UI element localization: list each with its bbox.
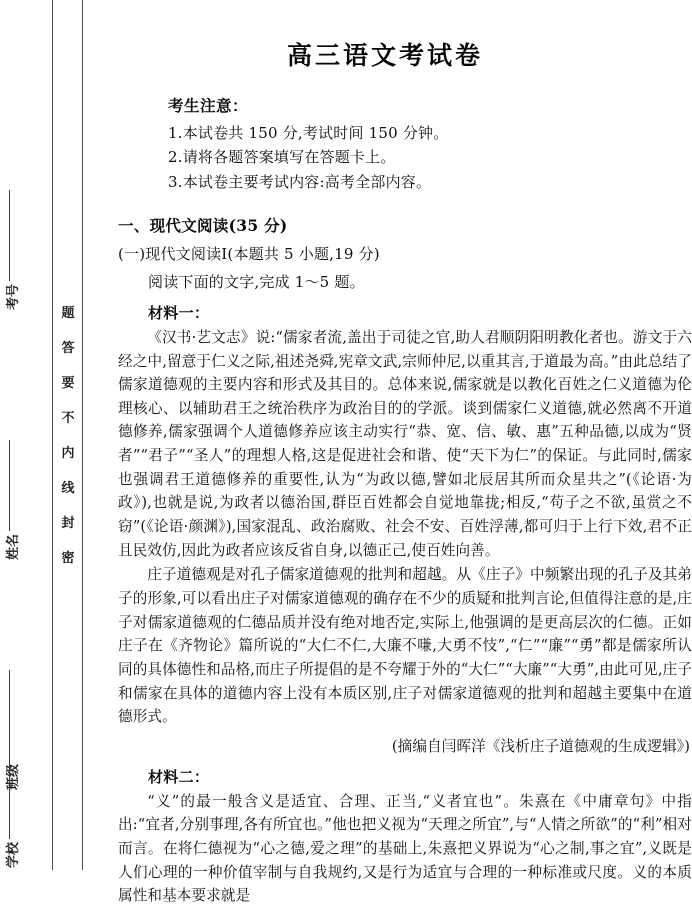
material-one-paragraph-1: 《汉书·艺文志》说:“儒家者流,盖出于司徒之官,助人君顺阴阳明教化者也。游文于六经之中,留意于仁义之际,祖述尧舜,宪章文武,宗师仲尼,以重其言,于道最为高。”由此总结了儒家道德观的主要内容和形式及其目的。总体来说,儒家就是以教化百姓之仁义道德为伦理核心、以辅助君王之统治秩序为政治目的的学派。谈到儒家仁义道德,就必然离不开道德修养,儒家强调个人道德修养应该主动实行“恭、宽、信、敏、惠”五种品德,以成为“贤者”“君子”“圣人”的理想人格,这是促进社会和谐、使“天下为仁”的保证。与此同时,儒家也强调君王道德修养的重要性,认为“为政以德,譬如北辰居其所而众星共之”(《论语·为政》),也就是说,为政者以德治国,群臣百姓都会自觉地靠拢;相反,“苟子之不欲,虽赏之不窃”(《论语·颜渊》),国家混乱、政治腐败、社会不安、百姓浮薄,都可归于上行下效,君不正且民效仿,因此为政者应该反省自身,以德正己,使百姓向善。 xyxy=(118,328,692,559)
page-title: 高三语文考试卷 xyxy=(286,41,483,70)
seal-char-6: 答 xyxy=(61,341,75,356)
material-one-attribution: (摘编自闫晖洋《浅析庄子道德观的生成逻辑》) xyxy=(391,737,690,755)
material-one-paragraph-2: 庄子道德观是对孔子儒家道德观的批判和超越。从《庄子》中频繁出现的孔子及其弟子的形象,可以看出庄子对儒家道德观的确存在不少的质疑和批判言论,但值得注意的是,庄子对儒家道德观的仁德品质并没有绝对地否定,实际上,他强调的是更高层次的仁德。正如庄子在《齐物论》篇所说的“大仁不仁,大廉不嗛,大勇不忮”,“仁”“廉”“勇”都是儒家所认同的具体德性和品格,而庄子所提倡的是不夸耀于外的“大仁”“大廉”“大勇”,由此可见,庄子和儒家在具体的道德内容上没有本质区别,庄子对儒家道德观的批判和超越主要集中在道德形式。 xyxy=(118,566,692,726)
field-exam-number-label: 考号 xyxy=(5,283,21,310)
notice-item-3: 3.本试卷主要考试内容:高考全部内容。 xyxy=(168,172,432,191)
seal-char-4: 不 xyxy=(61,411,75,426)
seal-char-7: 题 xyxy=(61,306,75,321)
seal-char-1: 封 xyxy=(61,516,75,531)
field-school[interactable] xyxy=(0,748,24,868)
seal-rule-inner xyxy=(52,0,53,870)
material-two-label: 材料二： xyxy=(148,767,210,786)
field-student-name-label: 姓名 xyxy=(5,533,21,560)
field-school-blank[interactable] xyxy=(9,748,10,839)
subsection-heading: (一)现代文阅读Ⅰ(本题共 5 小题,19 分) xyxy=(118,244,380,263)
notice-item-1: 1.本试卷共 150 分,考试时间 150 分钟。 xyxy=(168,124,449,142)
field-student-name[interactable] xyxy=(0,440,24,560)
material-two-paragraph-1: “义”的最一般含义是适宜、合理、正当,“义者宜也”。朱熹在《中庸章句》中指出:“宜者,分别事理,各有所宜也。”他也把义视为“天理之所宜”,与“人情之所欲”的“利”相对而言。在将仁德视为“心之德,爱之理”的基础上,朱熹把义界说为“心之制,事之宜”,义既是人们心理的一种价值宰制与自我规约,又是行为适宜与合理的一种标准或尺度。义的本质属性和基本要求就是 xyxy=(118,792,692,905)
candidate-notice xyxy=(118,94,692,194)
notice-heading: 考生注意： xyxy=(168,96,249,115)
content-column xyxy=(118,0,692,905)
seal-char-3: 内 xyxy=(61,446,75,461)
field-student-name-blank[interactable] xyxy=(9,440,10,531)
seal-line-vertical-text xyxy=(54,276,82,576)
field-class-label: 班级 xyxy=(5,763,21,790)
reading-instruction: 阅读下面的文字,完成 1～5 题。 xyxy=(148,272,365,291)
seal-char-5: 要 xyxy=(61,376,75,391)
field-exam-number[interactable] xyxy=(0,190,24,310)
section-heading: 一、现代文阅读(35 分) xyxy=(118,215,288,235)
field-school-label: 学校 xyxy=(5,841,21,868)
material-one-label: 材料一： xyxy=(148,303,210,322)
seal-char-2: 线 xyxy=(61,481,75,496)
seal-char-0: 密 xyxy=(61,551,75,566)
notice-item-2: 2.请将各题答案填写在答题卡上。 xyxy=(168,148,396,167)
field-exam-number-blank[interactable] xyxy=(9,190,10,281)
seal-rule-outer xyxy=(82,0,83,870)
